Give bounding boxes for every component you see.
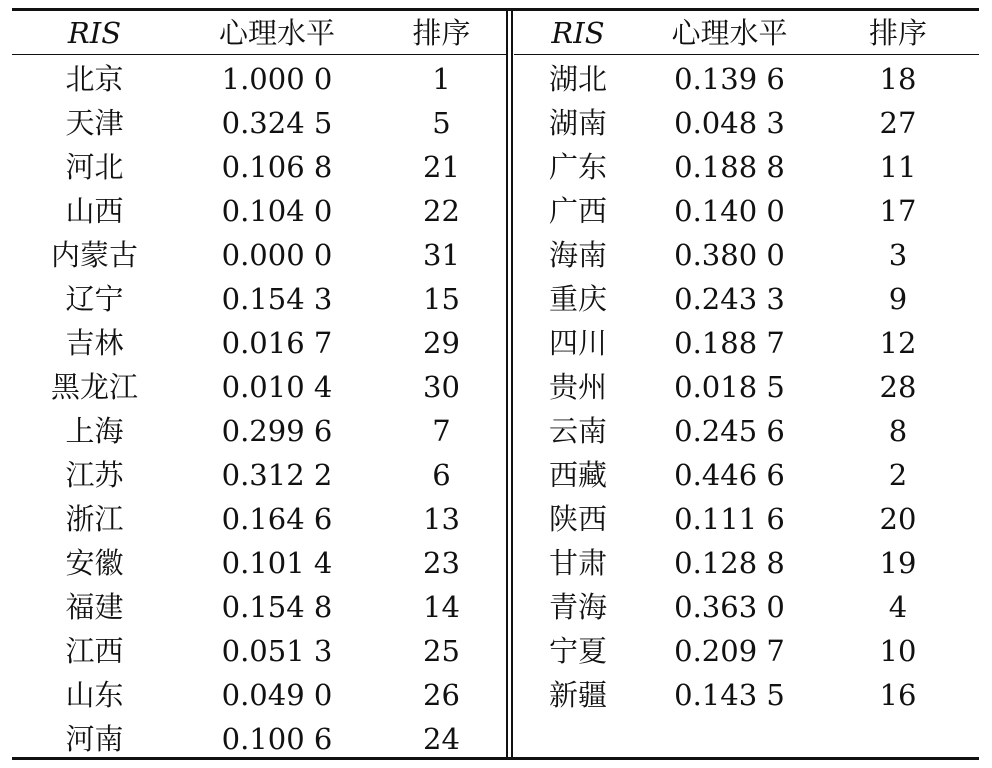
rank-value: 26 [423,678,460,712]
table-row [514,277,979,321]
table-row [12,497,506,541]
table-row [514,145,979,189]
table-row [12,541,506,585]
region-name: 福建 [65,590,124,624]
table-row [514,497,979,541]
header-rank: 排序 [868,15,927,50]
psych-level-value: 0.188 7 [674,326,785,360]
rank-value: 25 [423,634,460,668]
region-name: 宁夏 [548,634,607,668]
rank-value: 10 [879,634,917,668]
region-name: 吉林 [65,326,124,360]
rank-value: 14 [423,590,460,624]
rank-value: 28 [879,370,917,404]
psych-level-value: 0.140 0 [674,194,785,228]
header-psych-level: 心理水平 [218,15,335,50]
psych-level-value: 0.139 6 [674,62,785,96]
region-name: 云南 [548,414,607,448]
psych-level-value: 0.101 4 [221,546,333,580]
rank-value: 13 [423,502,460,536]
psych-level-value: 0.000 0 [221,238,333,272]
psych-level-value: 0.016 7 [221,326,333,360]
rank-value: 7 [432,414,451,448]
table-row [514,629,979,673]
psych-level-value: 0.154 3 [221,282,333,316]
double-rule-left-line [506,11,508,757]
rank-value: 1 [432,62,451,96]
table-row [514,233,979,277]
psych-level-value: 0.104 0 [221,194,333,228]
table-row [514,189,979,233]
region-name: 山西 [65,194,124,228]
psych-level-value: 0.018 5 [674,370,785,404]
psych-level-value: 0.446 6 [674,458,785,492]
rank-value: 15 [423,282,460,316]
psych-level-value: 0.100 6 [221,722,333,756]
rank-value: 21 [423,150,460,184]
region-name: 青海 [548,590,607,624]
ris-table [12,8,979,760]
table-row [12,101,506,145]
rank-value: 16 [879,678,917,712]
psych-level-value: 0.106 8 [221,150,333,184]
rank-value: 12 [879,326,917,360]
rank-value: 4 [888,590,908,624]
rank-value: 29 [423,326,460,360]
table-row [12,629,506,673]
psych-level-value: 0.380 0 [674,238,785,272]
region-name: 河北 [65,150,124,184]
region-name: 河南 [65,722,124,756]
rank-value: 17 [879,194,917,228]
region-name: 广西 [548,194,607,228]
psych-level-value: 0.324 5 [221,106,333,140]
region-name: 新疆 [548,678,607,712]
rank-value: 19 [879,546,917,580]
table-row [514,101,979,145]
region-name: 上海 [65,414,124,448]
rank-value: 24 [423,722,460,756]
rank-value: 30 [423,370,460,404]
psych-level-value: 0.010 4 [221,370,333,404]
psych-level-value: 0.143 5 [674,678,785,712]
header-ris: RIS [67,15,122,50]
region-name: 辽宁 [65,282,124,316]
table-row [514,321,979,365]
region-name: 黑龙江 [50,370,138,404]
region-name: 陕西 [548,502,607,536]
rank-value: 8 [888,414,908,448]
region-name: 湖南 [548,106,607,140]
region-name: 江苏 [65,458,124,492]
psych-level-value: 0.111 6 [674,502,785,536]
psych-level-value: 0.154 8 [221,590,333,624]
psych-level-value: 0.051 3 [221,634,333,668]
psych-level-value: 0.299 6 [221,414,333,448]
table-row [514,409,979,453]
header-ris: RIS [551,15,605,50]
table-row [514,541,979,585]
region-name: 重庆 [548,282,607,316]
right-half [514,11,979,757]
header-rank: 排序 [412,15,471,50]
rank-value: 9 [888,282,908,316]
rank-value: 18 [879,62,917,96]
rank-value: 3 [888,238,908,272]
region-name: 安徽 [65,546,124,580]
psych-level-value: 0.209 7 [674,634,785,668]
region-name: 北京 [65,62,124,96]
table-row [514,453,979,497]
table-row [514,673,979,717]
rank-value: 6 [432,458,451,492]
rank-value: 23 [423,546,460,580]
psych-level-value: 0.243 3 [674,282,785,316]
region-name: 广东 [548,150,607,184]
header-row-right [514,11,979,55]
region-name: 四川 [548,326,607,360]
rank-value: 27 [879,106,917,140]
table-row [12,585,506,629]
psych-level-value: 0.164 6 [221,502,333,536]
rank-value: 20 [879,502,917,536]
table-row [12,673,506,717]
rank-value: 31 [423,238,460,272]
psych-level-value: 0.245 6 [674,414,785,448]
table-row [514,57,979,101]
region-name: 天津 [65,106,124,140]
header-psych-level: 心理水平 [671,15,788,50]
rank-value: 11 [879,150,917,184]
table-row [12,189,506,233]
double-rule-right-line [511,11,513,757]
psych-level-value: 0.128 8 [674,546,785,580]
region-name: 湖北 [548,62,607,96]
psych-level-value: 0.048 3 [674,106,785,140]
table-row [514,585,979,629]
region-name: 甘肃 [548,546,607,580]
table-row [12,409,506,453]
rank-value: 2 [888,458,908,492]
region-name: 江西 [65,634,124,668]
table-row [12,365,506,409]
psych-level-value: 0.049 0 [221,678,333,712]
rank-value: 5 [432,106,451,140]
psych-level-value: 0.188 8 [674,150,785,184]
psych-level-value: 1.000 0 [221,62,333,96]
region-name: 海南 [548,238,607,272]
header-row-left [12,11,506,55]
region-name: 贵州 [548,370,607,404]
region-name: 山东 [65,678,124,712]
table-row [514,365,979,409]
rank-value: 22 [423,194,460,228]
left-half [12,11,506,757]
table-row [12,145,506,189]
region-name: 西藏 [548,458,607,492]
table-row [12,321,506,365]
region-name: 浙江 [65,502,124,536]
table-row [12,717,506,761]
table-row [12,233,506,277]
psych-level-value: 0.312 2 [221,458,333,492]
psych-level-value: 0.363 0 [674,590,785,624]
table-row [12,57,506,101]
table-row [12,277,506,321]
table-row [12,453,506,497]
region-name: 内蒙古 [50,238,138,272]
